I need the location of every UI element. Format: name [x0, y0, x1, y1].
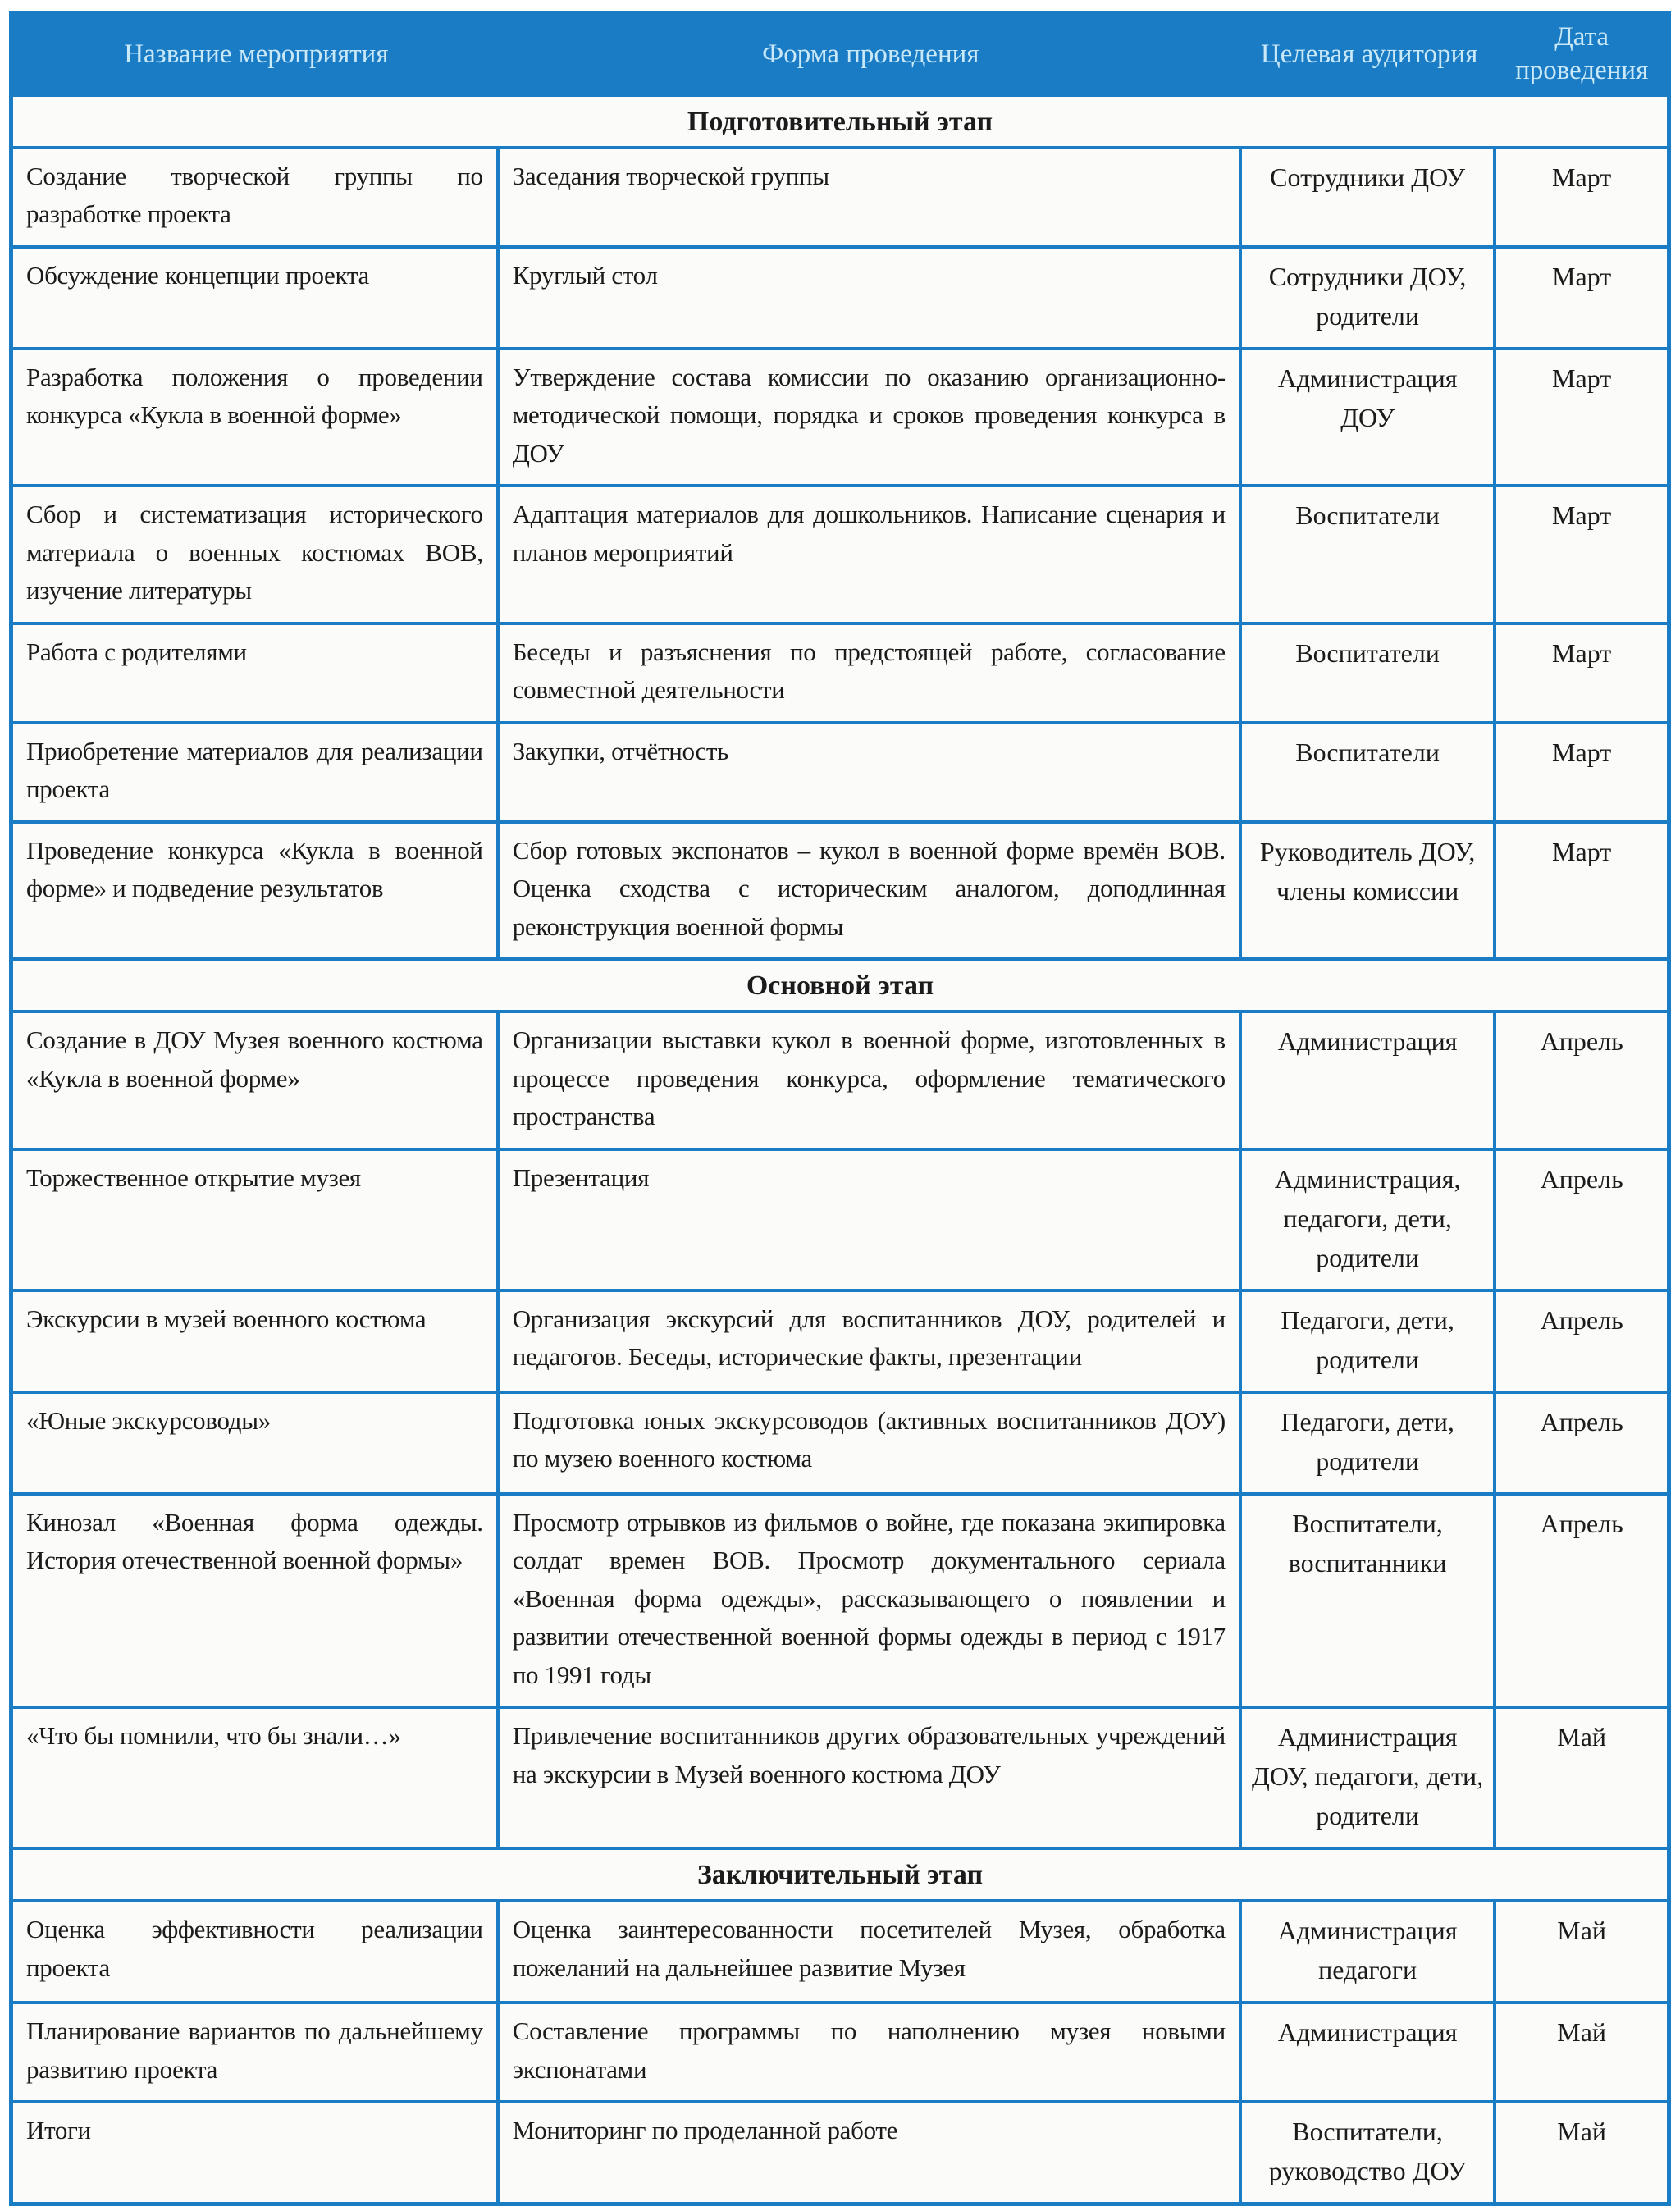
column-header-date: Дата проведения: [1515, 22, 1649, 86]
table-row: [13, 249, 1667, 350]
event-form-cell: Круглый стол: [500, 249, 1242, 347]
event-audience-cell: Воспитатели, руководство ДОУ: [1242, 2103, 1496, 2202]
event-name-cell: Проведение конкурса «Кукла в военной форме» и подведение результатов: [13, 824, 500, 958]
event-audience-cell: Администрация ДОУ: [1242, 350, 1496, 485]
event-name-cell: «Юные экскурсоводы»: [13, 1394, 500, 1492]
section-row-final: Заключительный этап: [13, 1850, 1667, 1902]
event-form-cell: Организация экскурсий для воспитанников ДОУ, родителей и педагогов. Беседы, исторические факты, презентации: [500, 1292, 1242, 1391]
table-row: [13, 625, 1667, 724]
event-form-cell: Презентация: [500, 1151, 1242, 1289]
table-row: [13, 1013, 1667, 1151]
event-audience-cell: Педагоги, дети, родители: [1242, 1394, 1496, 1492]
event-form-cell: Составление программы по наполнению музея новыми экспонатами: [500, 2004, 1242, 2100]
table-row: [13, 1496, 1667, 1710]
event-form-cell: Адаптация материалов для дошкольников. Написание сценария и планов мероприятий: [500, 487, 1242, 622]
event-date-cell: Май: [1557, 1916, 1607, 1945]
table-header-row: [13, 16, 1667, 97]
table-row: [13, 824, 1667, 961]
event-date-cell: Апрель: [1540, 1026, 1623, 1056]
table-row: [13, 1902, 1667, 2004]
column-header-event-name: Название мероприятия: [124, 39, 389, 69]
event-date-cell: Апрель: [1540, 1304, 1623, 1335]
event-date-cell: Май: [1557, 2017, 1607, 2047]
event-name-cell: «Что бы помнили, что бы знали…»: [13, 1709, 500, 1847]
event-date-cell: Апрель: [1540, 1406, 1623, 1436]
table-row: [13, 1709, 1667, 1850]
event-name-cell: Приобретение материалов для реализации проекта: [13, 724, 500, 820]
event-audience-cell: Воспитатели: [1242, 625, 1496, 721]
table-row: [13, 2004, 1667, 2103]
event-name-cell: Экскурсии в музей военного костюма: [13, 1292, 500, 1391]
table-row: [13, 487, 1667, 625]
event-form-cell: Привлечение воспитанников других образовательных учреждений на экскурсии в Музей военного костюма ДОУ: [500, 1709, 1242, 1847]
event-date-cell: Май: [1557, 2117, 1607, 2146]
table-row: [13, 1151, 1667, 1292]
event-form-cell: Мониторинг по проделанной работе: [500, 2103, 1242, 2202]
event-form-cell: Организации выставки кукол в военной форме, изготовленных в процессе проведения конкурса, оформление тематического пространства: [500, 1013, 1242, 1148]
event-form-cell: Беседы и разъяснения по предстоящей работе, согласование совместной деятельности: [500, 625, 1242, 721]
event-audience-cell: Администрация: [1242, 1013, 1496, 1148]
table-row: [13, 2103, 1667, 2202]
event-date-cell: Март: [1552, 363, 1612, 393]
event-form-cell: Заседания творческой группы: [500, 149, 1242, 245]
event-date-cell: Апрель: [1540, 1163, 1623, 1194]
column-header-event-form: Форма проведения: [762, 39, 979, 69]
event-audience-cell: Администрация ДОУ, педагоги, дети, родители: [1242, 1709, 1496, 1847]
event-form-cell: Сбор готовых экспонатов – кукол в военной форме времён ВОВ. Оценка сходства с историческим аналогом, доподлинная реконструкция военной формы: [500, 824, 1242, 958]
event-name-cell: Сбор и систематизация исторического материала о военных костюмах ВОВ, изучение литературы: [13, 487, 500, 622]
event-name-cell: Планирование вариантов по дальнейшему развитию проекта: [13, 2004, 500, 2100]
event-date-cell: Март: [1552, 261, 1612, 291]
event-date-cell: Март: [1552, 836, 1612, 866]
event-date-cell: Апрель: [1540, 1508, 1623, 1538]
table-row: [13, 724, 1667, 824]
event-form-cell: Оценка заинтересованности посетителей Музея, обработка пожеланий на дальнейшее развитие Музея: [500, 1902, 1242, 2001]
event-name-cell: Создание в ДОУ Музея военного костюма «Кукла в военной форме»: [13, 1013, 500, 1148]
event-audience-cell: Администрация: [1242, 2004, 1496, 2100]
event-name-cell: Кинозал «Военная форма одежды. История отечественной военной формы»: [13, 1496, 500, 1706]
table-row: [13, 1394, 1667, 1496]
table-row: [13, 149, 1667, 249]
event-form-cell: Подготовка юных экскурсоводов (активных воспитанников ДОУ) по музею военного костюма: [500, 1394, 1242, 1492]
section-row-preparatory: Подготовительный этап: [13, 97, 1667, 149]
event-name-cell: Обсуждение концепции проекта: [13, 249, 500, 347]
event-name-cell: Торжественное открытие музея: [13, 1151, 500, 1289]
event-date-cell: Март: [1552, 737, 1612, 767]
event-date-cell: Март: [1552, 637, 1612, 668]
event-date-cell: Март: [1552, 162, 1612, 192]
event-form-cell: Просмотр отрывков из фильмов о войне, где показана экипировка солдат времен ВОВ. Просмотр документального сериала «Военная форма одежды», рассказывающего о появлении и развитии отечественной военной формы одежды в период с 1917 по 1991 годы: [500, 1496, 1242, 1706]
event-audience-cell: Сотрудники ДОУ, родители: [1242, 249, 1496, 347]
section-row-main: Основной этап: [13, 961, 1667, 1013]
event-name-cell: Работа с родителями: [13, 625, 500, 721]
event-audience-cell: Педагоги, дети, родители: [1242, 1292, 1496, 1391]
table-row: [13, 350, 1667, 488]
event-name-cell: Итоги: [13, 2103, 500, 2202]
event-audience-cell: Администрация, педагоги, дети, родители: [1242, 1151, 1496, 1289]
table-row: [13, 1292, 1667, 1394]
event-audience-cell: Воспитатели, воспитанники: [1242, 1496, 1496, 1706]
event-name-cell: Оценка эффективности реализации проекта: [13, 1902, 500, 2001]
event-name-cell: Разработка положения о проведении конкурса «Кукла в военной форме»: [13, 350, 500, 485]
event-date-cell: Март: [1552, 500, 1612, 530]
column-header-audience: Целевая аудитория: [1260, 39, 1478, 69]
event-audience-cell: Администрация педагоги: [1242, 1902, 1496, 2001]
project-plan-table: [9, 11, 1671, 2206]
event-audience-cell: Руководитель ДОУ, члены комиссии: [1242, 824, 1496, 958]
event-audience-cell: Воспитатели: [1242, 487, 1496, 622]
event-name-cell: Создание творческой группы по разработке проекта: [13, 149, 500, 245]
event-audience-cell: Воспитатели: [1242, 724, 1496, 820]
event-form-cell: Утверждение состава комиссии по оказанию организационно-методической помощи, порядка и сроков проведения конкурса в ДОУ: [500, 350, 1242, 485]
event-form-cell: Закупки, отчётность: [500, 724, 1242, 820]
event-date-cell: Май: [1557, 1722, 1607, 1752]
event-audience-cell: Сотрудники ДОУ: [1242, 149, 1496, 245]
